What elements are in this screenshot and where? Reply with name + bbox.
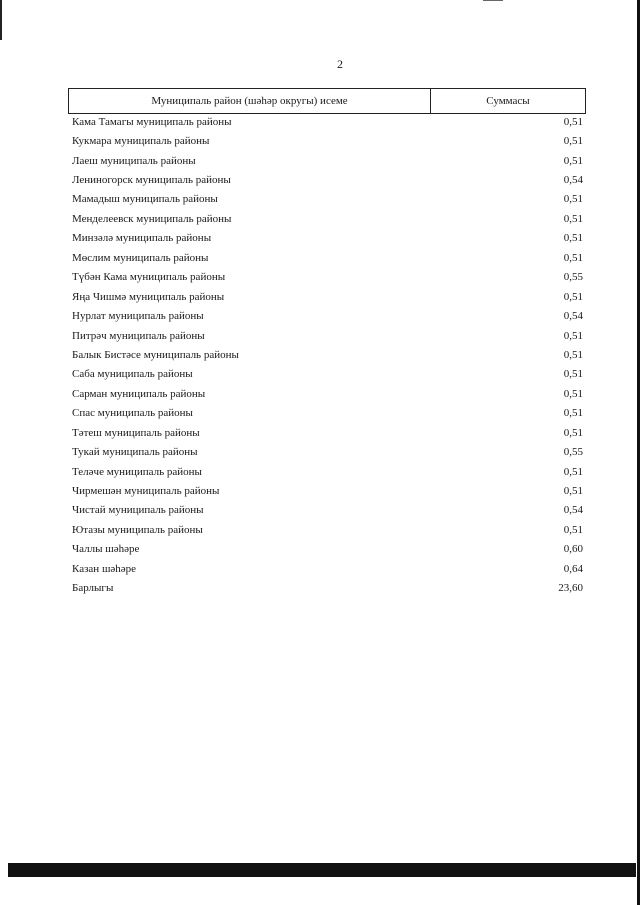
table-row <box>72 306 583 325</box>
row-value: 0,51 <box>563 290 583 303</box>
row-name: Казан шәһәре <box>72 562 137 575</box>
table-row <box>72 442 583 461</box>
table-row <box>72 229 583 248</box>
table-body <box>72 112 583 598</box>
table-header <box>68 88 586 114</box>
row-name: Барлыгы <box>72 582 114 595</box>
row-name: Кукмара муниципаль районы <box>72 135 210 148</box>
table-row <box>72 287 583 306</box>
table-row <box>72 579 583 598</box>
row-name: Тәтеш муниципаль районы <box>72 426 200 439</box>
table-row <box>72 404 583 423</box>
row-name: Түбән Кама муниципаль районы <box>72 271 226 284</box>
row-name: Спас муниципаль районы <box>72 407 193 420</box>
row-name: Чирмешән муниципаль районы <box>72 485 220 498</box>
row-name: Сарман муниципаль районы <box>72 387 206 400</box>
row-name: Нурлат муниципаль районы <box>72 310 204 323</box>
table-row <box>72 209 583 228</box>
row-value: 0,51 <box>563 387 583 400</box>
row-value: 0,54 <box>563 310 583 323</box>
table-row <box>72 462 583 481</box>
table-row <box>72 326 583 345</box>
row-value: 0,51 <box>563 232 583 245</box>
row-value: 0,51 <box>563 426 583 439</box>
row-name: Лениногорск муниципаль районы <box>72 174 231 187</box>
header-name: Муниципаль район (шәһәр округы) исеме <box>69 89 431 113</box>
row-name: Мамадыш муниципаль районы <box>72 193 218 206</box>
table-row <box>72 112 583 131</box>
row-name: Саба муниципаль районы <box>72 368 193 381</box>
table-row <box>72 170 583 189</box>
table-row <box>72 365 583 384</box>
scan-bottom-bar <box>8 863 636 877</box>
table-row <box>72 151 583 170</box>
row-value: 0,51 <box>563 407 583 420</box>
row-name: Тукай муниципаль районы <box>72 446 198 459</box>
row-name: Ютазы муниципаль районы <box>72 523 203 536</box>
row-value: 0,51 <box>563 329 583 342</box>
row-name: Минзәлә муниципаль районы <box>72 232 212 245</box>
table-row <box>72 501 583 520</box>
row-name: Яңа Чишмә муниципаль районы <box>72 290 225 303</box>
row-value: 0,51 <box>563 348 583 361</box>
row-value: 0,51 <box>563 154 583 167</box>
row-name: Кама Тамагы муниципаль районы <box>72 115 232 128</box>
table-row <box>72 559 583 578</box>
row-value: 23,60 <box>558 582 583 595</box>
row-name: Чистай муниципаль районы <box>72 504 204 517</box>
row-value: 0,54 <box>563 504 583 517</box>
table-row <box>72 345 583 364</box>
page-number: 2 <box>337 57 343 71</box>
row-value: 0,55 <box>563 446 583 459</box>
row-name: Менделеевск муниципаль районы <box>72 212 232 225</box>
table-row <box>72 384 583 403</box>
row-value: 0,51 <box>563 193 583 206</box>
row-value: 0,51 <box>563 212 583 225</box>
table-row <box>72 268 583 287</box>
row-name: Питрәч муниципаль районы <box>72 329 205 342</box>
row-value: 0,51 <box>563 368 583 381</box>
scan-artifact <box>483 0 503 1</box>
row-name: Лаеш муниципаль районы <box>72 154 196 167</box>
row-value: 0,51 <box>563 135 583 148</box>
table-row <box>72 481 583 500</box>
row-value: 0,54 <box>563 174 583 187</box>
table-row <box>72 540 583 559</box>
scan-edge-mark <box>0 0 2 40</box>
row-name: Чаллы шәһәре <box>72 543 140 556</box>
table-row <box>72 248 583 267</box>
row-name: Мөслим муниципаль районы <box>72 251 209 264</box>
row-value: 0,51 <box>563 485 583 498</box>
table-row <box>72 520 583 539</box>
row-value: 0,51 <box>563 251 583 264</box>
row-value: 0,64 <box>563 562 583 575</box>
table-row <box>72 131 583 150</box>
row-value: 0,51 <box>563 115 583 128</box>
row-value: 0,55 <box>563 271 583 284</box>
row-value: 0,60 <box>563 543 583 556</box>
row-name: Теләче муниципаль районы <box>72 465 202 478</box>
table-row <box>72 190 583 209</box>
row-value: 0,51 <box>563 465 583 478</box>
row-name: Балык Бистәсе муниципаль районы <box>72 348 239 361</box>
row-value: 0,51 <box>563 523 583 536</box>
table-row <box>72 423 583 442</box>
header-sum: Суммасы <box>486 95 530 107</box>
